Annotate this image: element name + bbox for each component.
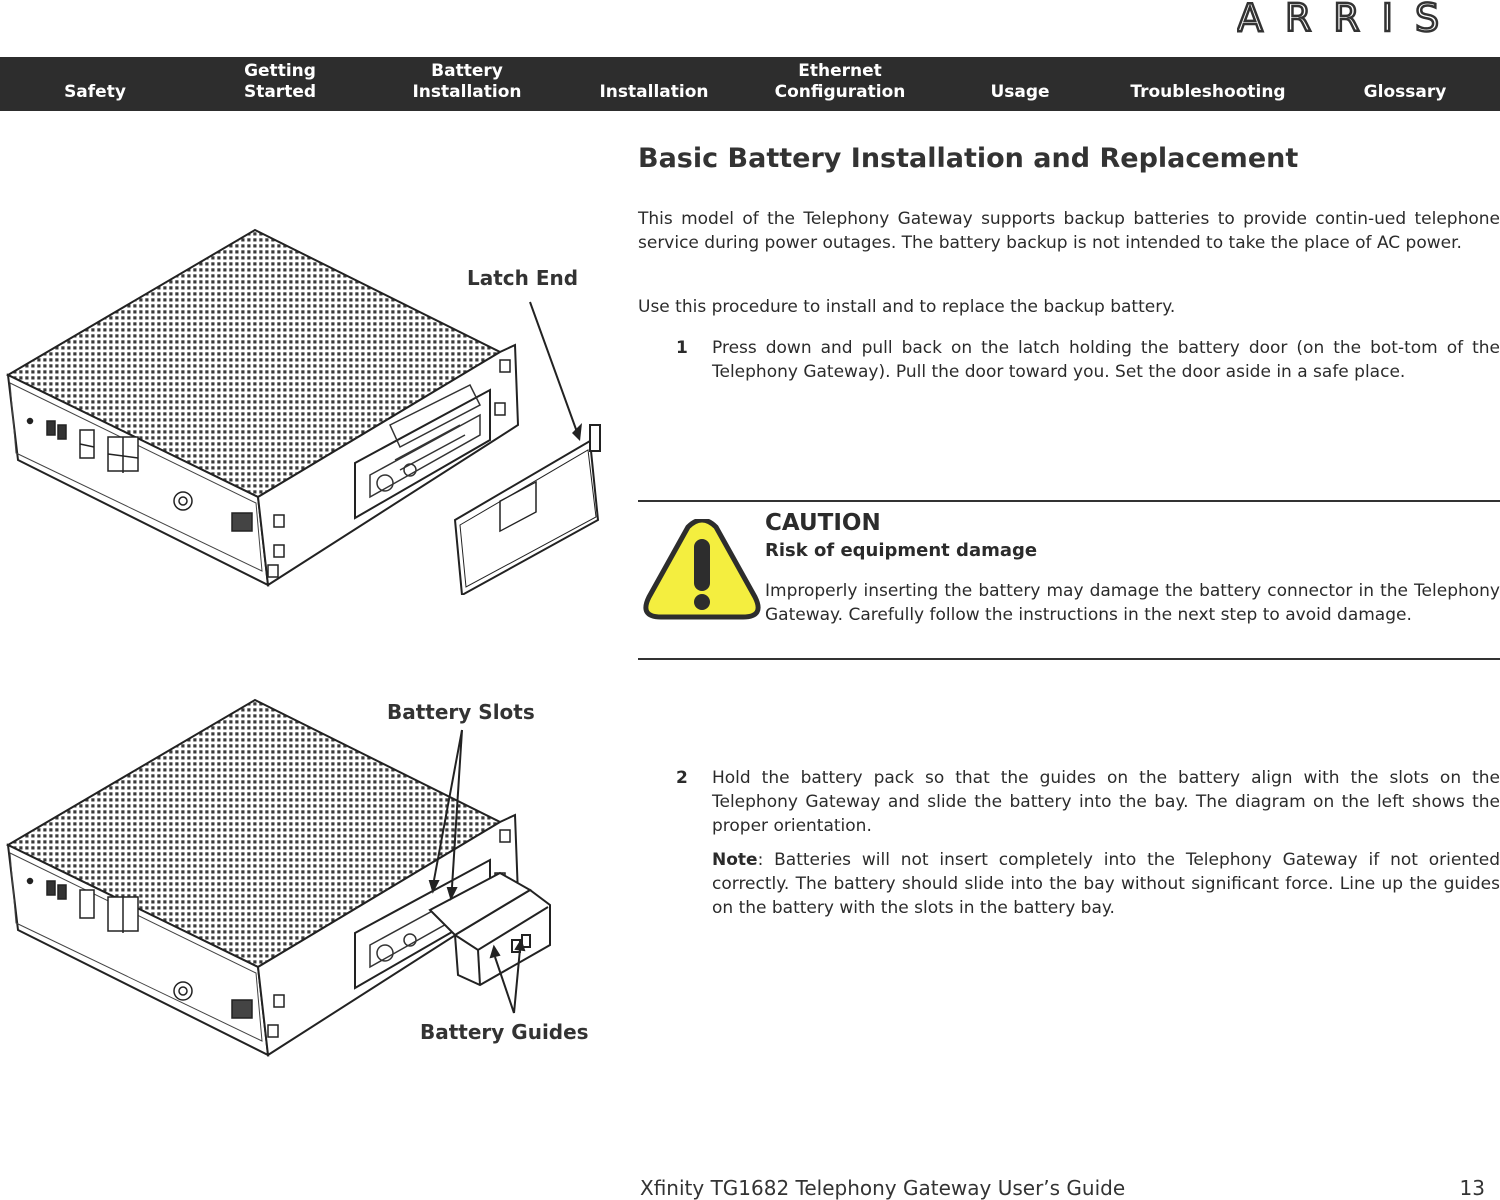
arris-logo bbox=[1237, 0, 1472, 36]
step-note bbox=[712, 848, 1500, 920]
warning-icon bbox=[643, 519, 761, 623]
step-1 bbox=[638, 336, 1500, 408]
step-text: Hold the battery pack so that the guides on the battery align with the slots on the Telephony Gateway and slide the battery into the bay. The diagram on the left shows the proper orientation. bbox=[712, 768, 1500, 836]
procedure-paragraph: Use this procedure to install and to replace the backup battery. bbox=[638, 297, 1176, 317]
callout-battery-guides: Battery Guides bbox=[420, 1020, 589, 1044]
note-label: Note bbox=[712, 850, 758, 870]
tab-safety[interactable]: Safety bbox=[64, 82, 126, 102]
tab-glossary[interactable]: Glossary bbox=[1363, 82, 1447, 102]
tab-ethernet-configuration[interactable]: Ethernet Configuration bbox=[774, 61, 906, 102]
section-nav bbox=[0, 57, 1500, 111]
step-body bbox=[712, 766, 1500, 920]
caution-heading: CAUTION bbox=[765, 510, 881, 536]
step-number: 2 bbox=[676, 768, 688, 788]
caution-subheading: Risk of equipment damage bbox=[765, 540, 1038, 561]
caution-body: Improperly inserting the battery may damage the battery connector in the Telephony Gateway. Carefully follow the instructions in the next step to avoid damage. bbox=[765, 581, 1500, 625]
tab-battery-installation[interactable]: Battery Installation bbox=[412, 61, 522, 102]
caution-bottom-rule bbox=[638, 658, 1500, 660]
callout-latch-end: Latch End bbox=[467, 266, 579, 290]
page-title: Basic Battery Installation and Replacement bbox=[638, 143, 1299, 174]
footer-title: Xfinity TG1682 Telephony Gateway User’s Guide bbox=[640, 1176, 1126, 1200]
caution-top-rule bbox=[638, 500, 1500, 502]
step-number: 1 bbox=[676, 338, 688, 358]
step-2 bbox=[638, 766, 1500, 966]
tab-usage[interactable]: Usage bbox=[990, 82, 1050, 102]
intro-paragraph: This model of the Telephony Gateway supports backup batteries to provide contin-ued telephone service during power outages. The battery backup is not intended to take the place of AC power. bbox=[638, 209, 1500, 253]
svg-text:ARRIS: ARRIS bbox=[1237, 0, 1462, 36]
tab-getting-started[interactable]: Getting Started bbox=[243, 61, 317, 102]
note-text: : Batteries will not insert completely into the Telephony Gateway if not oriented correctly. The battery should slide into the bay without significant force. Line up the guides on the battery with the slots in the battery bay. bbox=[712, 850, 1500, 918]
page-number: 13 bbox=[1459, 1176, 1485, 1200]
tab-troubleshooting[interactable]: Troubleshooting bbox=[1130, 82, 1286, 102]
step-text: Press down and pull back on the latch holding the battery door (on the bot-tom of the Telephony Gateway). Pull the door toward you. Set the door aside in a safe place. bbox=[712, 338, 1500, 382]
figure-battery-insertion bbox=[0, 695, 620, 1065]
tab-installation[interactable]: Installation bbox=[599, 82, 709, 102]
callout-battery-slots: Battery Slots bbox=[387, 700, 535, 724]
